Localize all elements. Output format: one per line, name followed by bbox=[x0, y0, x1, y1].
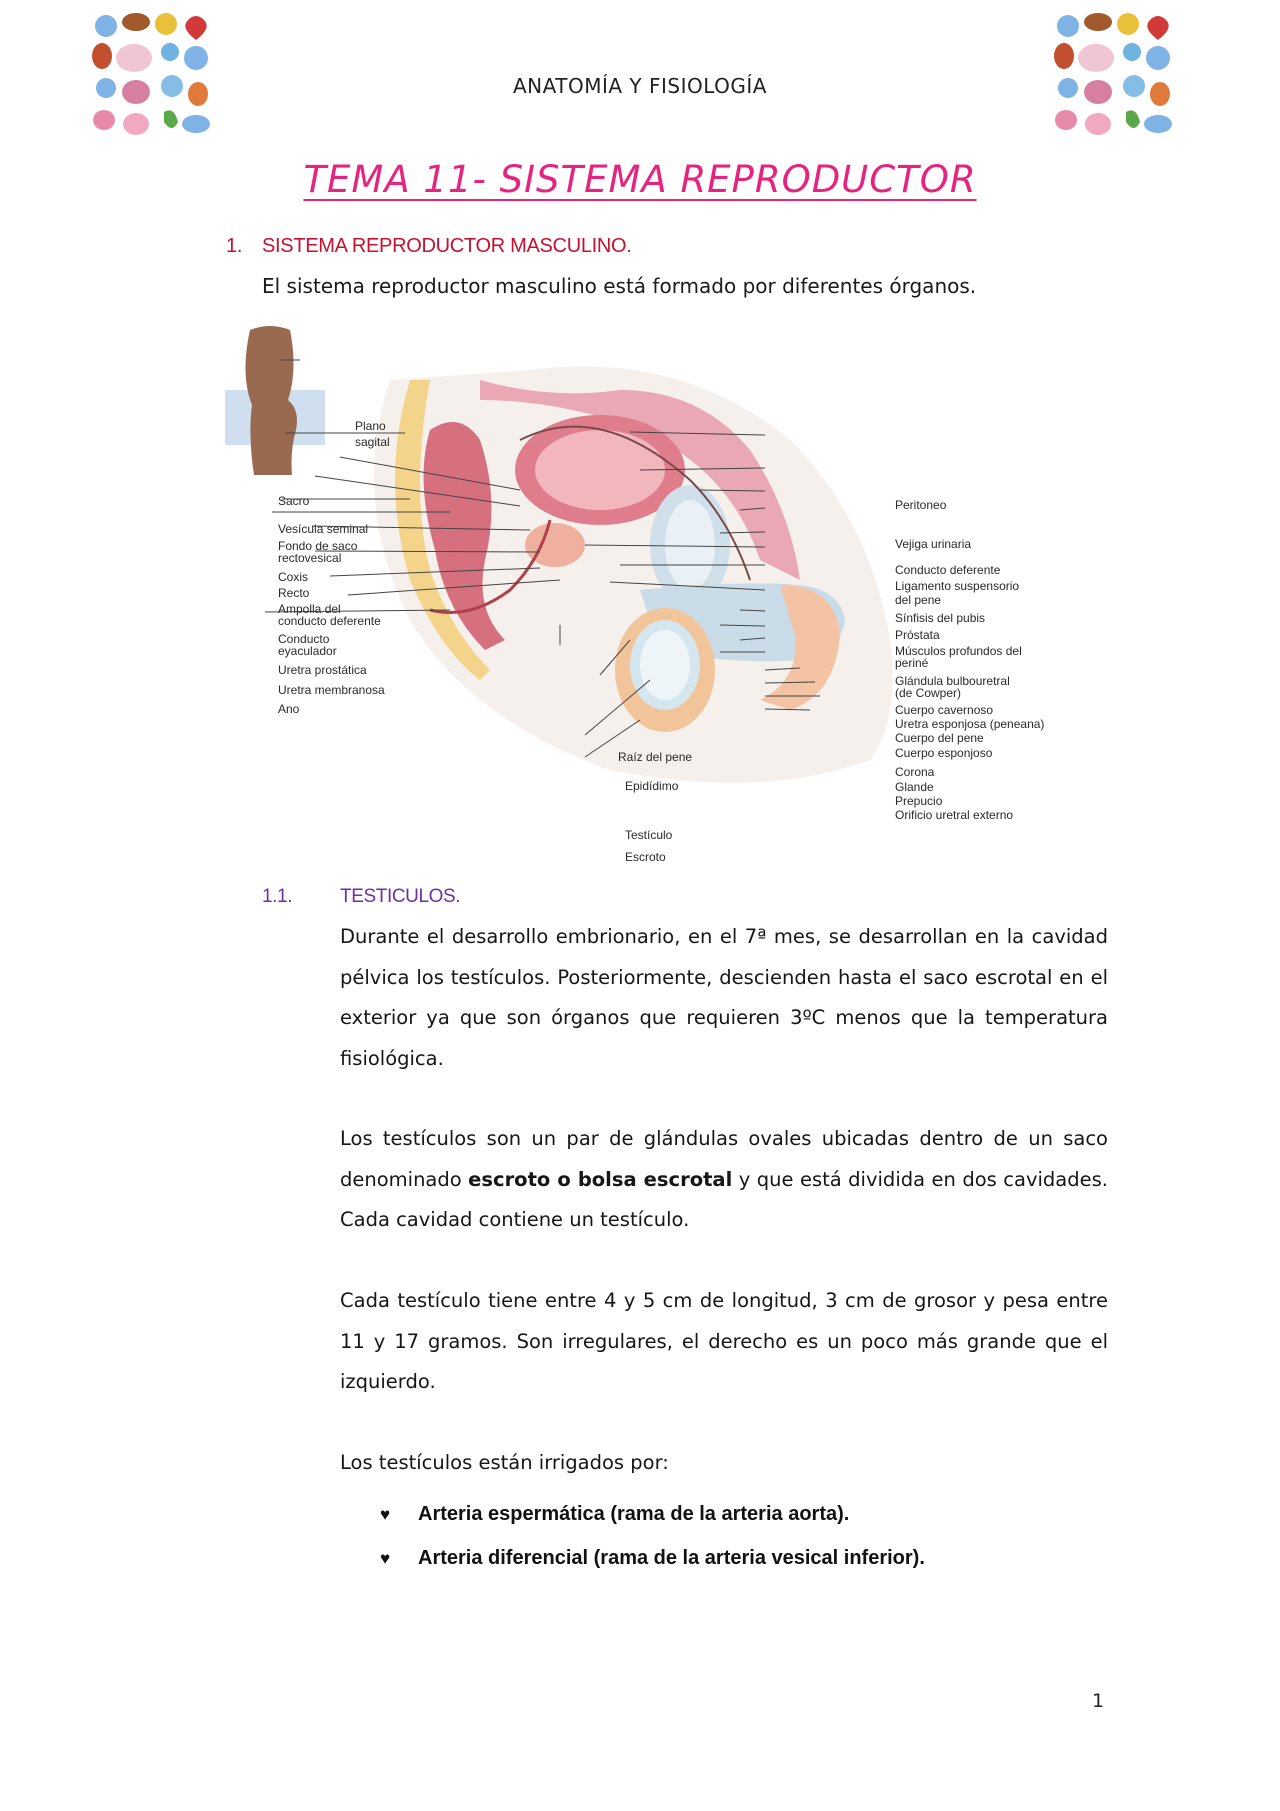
figure-label: Ligamento suspensorio bbox=[895, 579, 1020, 593]
subsection-heading bbox=[262, 886, 460, 908]
figure-label: Vejiga urinaria bbox=[895, 537, 972, 551]
paragraph bbox=[340, 1119, 1108, 1241]
bullet-list bbox=[380, 1492, 925, 1580]
figure-label: Orificio uretral externo bbox=[895, 808, 1014, 822]
paragraph: Cada testículo tiene entre 4 y 5 cm de longitud, 3 cm de grosor y pesa entre 11 y 17 gramos. Son irregulares, el derecho es un poco más grande que el izquierdo. bbox=[340, 1289, 1108, 1393]
figure-label: Uretra membranosa bbox=[278, 683, 385, 697]
figure-label: Vesícula seminal bbox=[278, 522, 369, 536]
figure-label: periné bbox=[895, 656, 929, 670]
figure-label: Escroto bbox=[625, 850, 666, 864]
figure-label: Ano bbox=[278, 702, 300, 716]
figure-label: Corona bbox=[895, 765, 935, 779]
figure-label: conducto deferente bbox=[278, 614, 381, 628]
figure-label: eyaculador bbox=[278, 644, 337, 658]
figure-label: Epidídimo bbox=[625, 779, 679, 793]
list-item-text: Arteria diferencial (rama de la arteria vesical inferior). bbox=[418, 1547, 925, 1569]
subsection-title: TESTICULOS. bbox=[340, 886, 461, 907]
page-number: 1 bbox=[1092, 1690, 1105, 1712]
figure-label: Ampolla del bbox=[278, 602, 341, 616]
figure-label: del pene bbox=[895, 593, 942, 607]
figure-label: Glande bbox=[895, 780, 934, 794]
figure-label: Prepucio bbox=[895, 794, 943, 808]
paragraph-text: y que está dividida en dos cavidades. Cada cavidad contiene un testículo. bbox=[340, 1167, 1108, 1231]
figure-label: Sacro bbox=[278, 494, 310, 508]
heart-icon: ♥ bbox=[380, 1549, 391, 1568]
paragraph-text: Los testículos son un par de glándulas ovales ubicadas dentro de un saco denominado bbox=[340, 1127, 1108, 1191]
figure-label: Conducto deferente bbox=[895, 563, 1001, 577]
figure-label: Recto bbox=[278, 586, 310, 600]
figure-label: Sínfisis del pubis bbox=[895, 611, 986, 625]
figure-label: Cuerpo esponjoso bbox=[895, 746, 993, 760]
section-heading bbox=[226, 235, 632, 258]
bold-term: escroto o bolsa escrotal bbox=[468, 1167, 733, 1191]
figure-label: Próstata bbox=[895, 628, 940, 642]
figure-label: Glándula bulbouretral bbox=[895, 674, 1010, 688]
paragraph: Los testículos están irrigados por: bbox=[340, 1451, 669, 1474]
header-title: ANATOMÍA Y FISIOLOGÍA bbox=[513, 74, 767, 98]
figure-label: Uretra esponjosa (peneana) bbox=[895, 717, 1045, 731]
figure-label: sagital bbox=[355, 435, 390, 449]
figure-label: (de Cowper) bbox=[895, 686, 962, 700]
page-title: TEMA 11- SISTEMA REPRODUCTOR bbox=[303, 158, 977, 201]
figure-label: Fondo de saco bbox=[278, 539, 358, 553]
figure-label: Uretra prostática bbox=[278, 663, 367, 677]
figure-label: Cuerpo cavernoso bbox=[895, 703, 994, 717]
heart-icon: ♥ bbox=[380, 1505, 391, 1524]
figure-label: Peritoneo bbox=[895, 498, 947, 512]
list-item-text: Arteria espermática (rama de la arteria aorta). bbox=[418, 1503, 850, 1525]
intro-text: El sistema reproductor masculino está formado por diferentes órganos. bbox=[262, 274, 977, 298]
list-item bbox=[380, 1536, 925, 1580]
figure-label: rectovesical bbox=[278, 551, 342, 565]
figure-label: Testículo bbox=[625, 828, 673, 842]
paragraph: Durante el desarrollo embrionario, en el 7ª mes, se desarrollan en la cavidad pélvica los testículos. Posteriormente, descienden hasta el saco escrotal en el exterior ya que son órganos que requieren 3ºC menos que la temperatura fisiológica. bbox=[340, 925, 1108, 1070]
subsection-number: 1.1. bbox=[262, 886, 293, 907]
figure-label: Raíz del pene bbox=[618, 750, 693, 764]
section-title: SISTEMA REPRODUCTOR MASCULINO. bbox=[262, 235, 632, 257]
section-number: 1. bbox=[226, 235, 243, 257]
figure-label: Cuerpo del pene bbox=[895, 731, 984, 745]
figure-label: Músculos profundos del bbox=[895, 644, 1022, 658]
anatomy-figure bbox=[220, 320, 1070, 870]
figure-label: Coxis bbox=[278, 570, 309, 584]
figure-label: Plano bbox=[355, 419, 386, 433]
figure-label: Conducto bbox=[278, 632, 330, 646]
list-item bbox=[380, 1492, 925, 1536]
